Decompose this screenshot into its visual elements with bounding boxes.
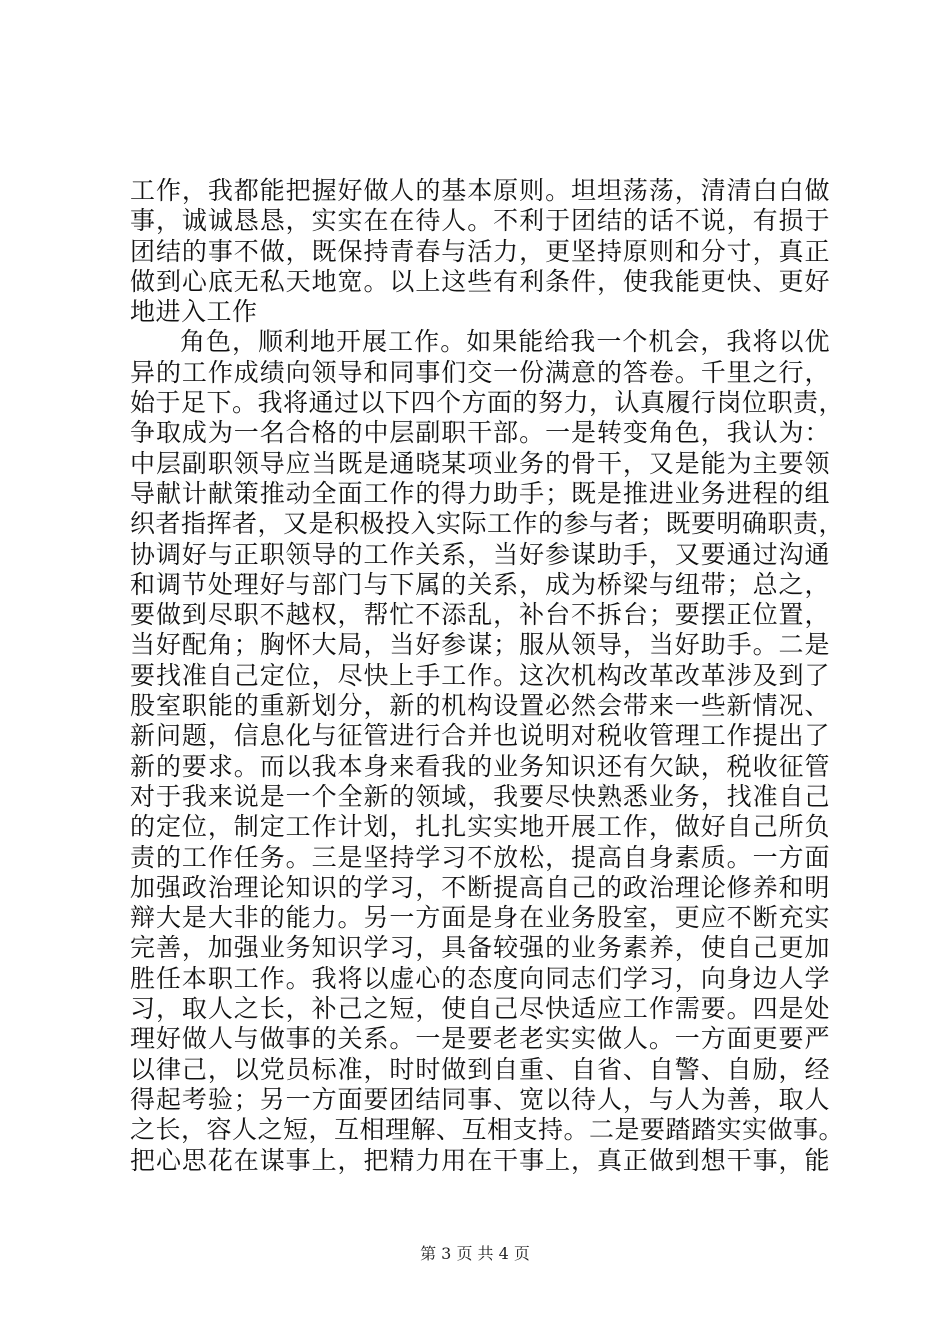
text-line: 习，取人之长，补己之短，使自己尽快适应工作需要。四是处 [130,994,830,1024]
text-line: 得起考验；另一方面要团结同事、宽以待人，与人为善，取人 [130,1084,830,1114]
text-line: 中层副职领导应当既是通晓某项业务的骨干，又是能为主要领 [130,448,830,478]
text-line: 异的工作成绩向领导和同事们交一份满意的答卷。千里之行， [130,357,830,387]
text-line: 新问题，信息化与征管进行合并也说明对税收管理工作提出了 [130,721,830,751]
body-text [130,176,845,1176]
text-line: 事，诚诚恳恳，实实在在待人。不利于团结的话不说，有损于 [130,206,830,236]
text-line: 加强政治理论知识的学习，不断提高自己的政治理论修养和明 [130,872,830,902]
text-line: 理好做人与做事的关系。一是要老老实实做人。一方面更要严 [130,1024,830,1054]
text-line: 团结的事不做，既保持青春与活力，更坚持原则和分寸，真正 [130,236,830,266]
page-footer [0,1244,950,1264]
text-line: 把心思花在谋事上，把精力用在干事上，真正做到想干事，能 [130,1145,830,1175]
text-line: 导献计献策推动全面工作的得力助手；既是推进业务进程的组 [130,478,830,508]
text-line: 责的工作任务。三是坚持学习不放松，提高自身素质。一方面 [130,842,830,872]
text-line: 做到心底无私天地宽。以上这些有利条件，使我能更快、更好 [130,266,830,296]
text-line: 辩大是大非的能力。另一方面是身在业务股室，更应不断充实 [130,903,830,933]
text-line: 新的要求。而以我本身来看我的业务知识还有欠缺，税收征管 [130,751,830,781]
text-line: 始于足下。我将通过以下四个方面的努力，认真履行岗位职责， [130,388,845,418]
text-line: 要找准自己定位，尽快上手工作。这次机构改革改革涉及到了 [130,660,830,690]
text-line: 争取成为一名合格的中层副职干部。一是转变角色，我认为： [130,418,830,448]
text-line: 和调节处理好与部门与下属的关系，成为桥梁与纽带；总之， [130,569,830,599]
text-line: 的定位，制定工作计划，扎扎实实地开展工作，做好自己所负 [130,812,830,842]
text-line: 当好配角；胸怀大局，当好参谋；服从领导，当好助手。二是 [130,630,830,660]
text-line: 之长，容人之短，互相理解、互相支持。二是要踏踏实实做事。 [130,1115,845,1145]
text-line: 对于我来说是一个全新的领域，我要尽快熟悉业务，找准自己 [130,781,830,811]
text-line: 胜任本职工作。我将以虚心的态度向同志们学习，向身边人学 [130,963,830,993]
page-number-label: 第 3 页 共 4 页 [420,1244,530,1263]
text-line: 地进入工作 [130,297,258,327]
text-line: 要做到尽职不越权，帮忙不添乱，补台不拆台；要摆正位置， [130,600,830,630]
text-line: 协调好与正职领导的工作关系，当好参谋助手，又要通过沟通 [130,539,830,569]
text-line: 完善，加强业务知识学习，具备较强的业务素养，使自己更加 [130,933,830,963]
text-line: 角色，顺利地开展工作。如果能给我一个机会，我将以优 [180,327,830,357]
text-line: 以律己，以党员标准，时时做到自重、自省、自警、自励，经 [130,1054,830,1084]
text-line: 股室职能的重新划分，新的机构设置必然会带来一些新情况、 [130,691,830,721]
text-line: 工作，我都能把握好做人的基本原则。坦坦荡荡，清清白白做 [130,176,830,205]
text-line: 织者指挥者，又是积极投入实际工作的参与者；既要明确职责， [130,509,845,539]
